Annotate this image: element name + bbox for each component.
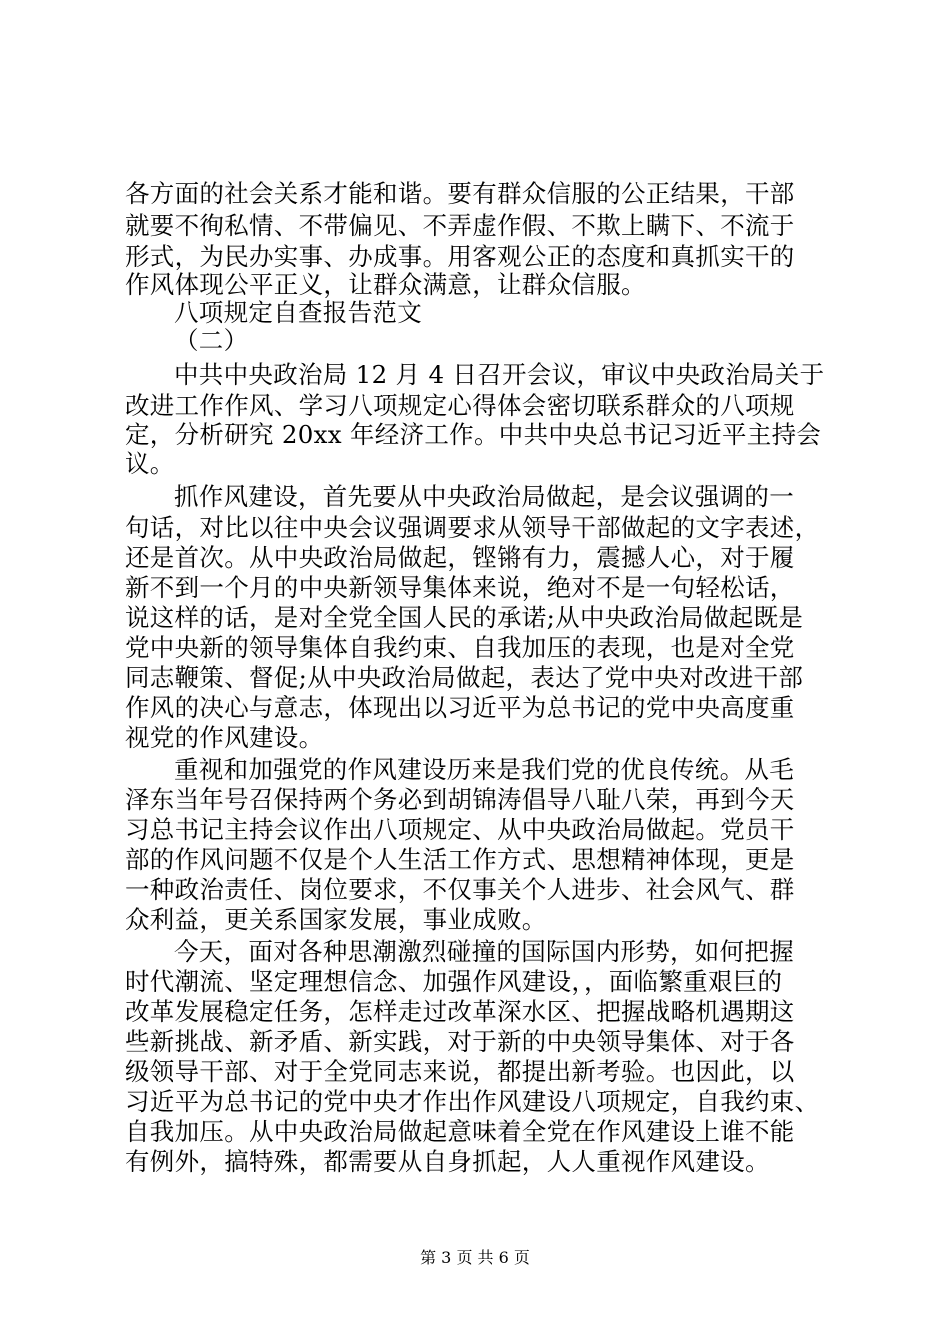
text-line: 就要不徇私情、不带偏见、不弄虚作假、不欺上瞒下、不流于 — [125, 211, 795, 240]
text-line: 议。 — [125, 449, 175, 478]
text-line: 些新挑战、新矛盾、新实践，对于新的中央领导集体、对于各 — [125, 1027, 795, 1056]
section-number: （二） — [174, 326, 249, 355]
text-line: 部的作风问题不仅是个人生活工作方式、思想精神体现，更是 — [125, 845, 795, 874]
text-line: 一种政治责任、岗位要求，不仅事关个人进步、社会风气、群 — [125, 875, 795, 904]
text-line: 习总书记主持会议作出八项规定、从中央政治局做起。党员干 — [125, 815, 795, 844]
text-line: 级领导干部、对于全党同志来说，都提出新考验。也因此，以 — [125, 1057, 795, 1086]
text-line: 改革发展稳定任务，怎样走过改革深水区、把握战略机遇期这 — [125, 997, 795, 1026]
text-line: 作风的决心与意志，体现出以习近平为总书记的党中央高度重 — [125, 693, 795, 722]
text-line: 中共中央政治局 12 月 4 日召开会议，审议中央政治局关于 — [174, 360, 825, 389]
text-line: 作风体现公平正义，让群众满意，让群众信服。 — [125, 270, 646, 299]
text-line: 形式，为民办实事、办成事。用客观公正的态度和真抓实干的 — [125, 242, 795, 271]
text-line: 自我加压。从中央政治局做起意味着全党在作风建设上谁不能 — [125, 1117, 795, 1146]
text-line: 句话，对比以往中央会议强调要求从领导干部做起的文字表述， — [125, 513, 820, 542]
text-line: 泽东当年号召保持两个务必到胡锦涛倡导八耻八荣，再到今天 — [125, 785, 795, 814]
page-number-footer: 第 3 页 共 6 页 — [420, 1248, 530, 1267]
section-heading: 八项规定自查报告范文 — [174, 298, 422, 327]
text-line: 说这样的话，是对全党全国人民的承诺;从中央政治局做起既是 — [125, 603, 804, 632]
text-line: 党中央新的领导集体自我约束、自我加压的表现，也是对全党 — [125, 633, 795, 662]
text-line: 新不到一个月的中央新领导集体来说，绝对不是一句轻松话， — [125, 573, 795, 602]
text-line: 时代潮流、坚定理想信念、加强作风建设，，面临繁重艰巨的 — [125, 967, 783, 996]
text-line: 众利益，更关系国家发展，事业成败。 — [125, 905, 547, 934]
text-line: 今天，面对各种思潮激烈碰撞的国际国内形势，如何把握 — [174, 937, 794, 966]
text-line: 改进工作作风、学习八项规定心得体会密切联系群众的八项规 — [125, 391, 795, 420]
text-line: 视党的作风建设。 — [125, 723, 324, 752]
text-line: 有例外，搞特殊，都需要从自身抓起，人人重视作风建设。 — [125, 1147, 770, 1176]
text-line: 定，分析研究 20xx 年经济工作。中共中央总书记习近平主持会 — [125, 420, 822, 449]
text-line: 各方面的社会关系才能和谐。要有群众信服的公正结果，干部 — [125, 179, 795, 208]
text-line: 还是首次。从中央政治局做起，铿锵有力，震撼人心，对于履 — [125, 543, 795, 572]
text-line: 习近平为总书记的党中央才作出作风建设八项规定，自我约束、 — [125, 1087, 820, 1116]
text-line: 抓作风建设，首先要从中央政治局做起，是会议强调的一 — [174, 482, 794, 511]
text-line: 同志鞭策、督促;从中央政治局做起，表达了党中央对改进干部 — [125, 663, 804, 692]
text-line: 重视和加强党的作风建设历来是我们党的优良传统。从毛 — [174, 755, 794, 784]
